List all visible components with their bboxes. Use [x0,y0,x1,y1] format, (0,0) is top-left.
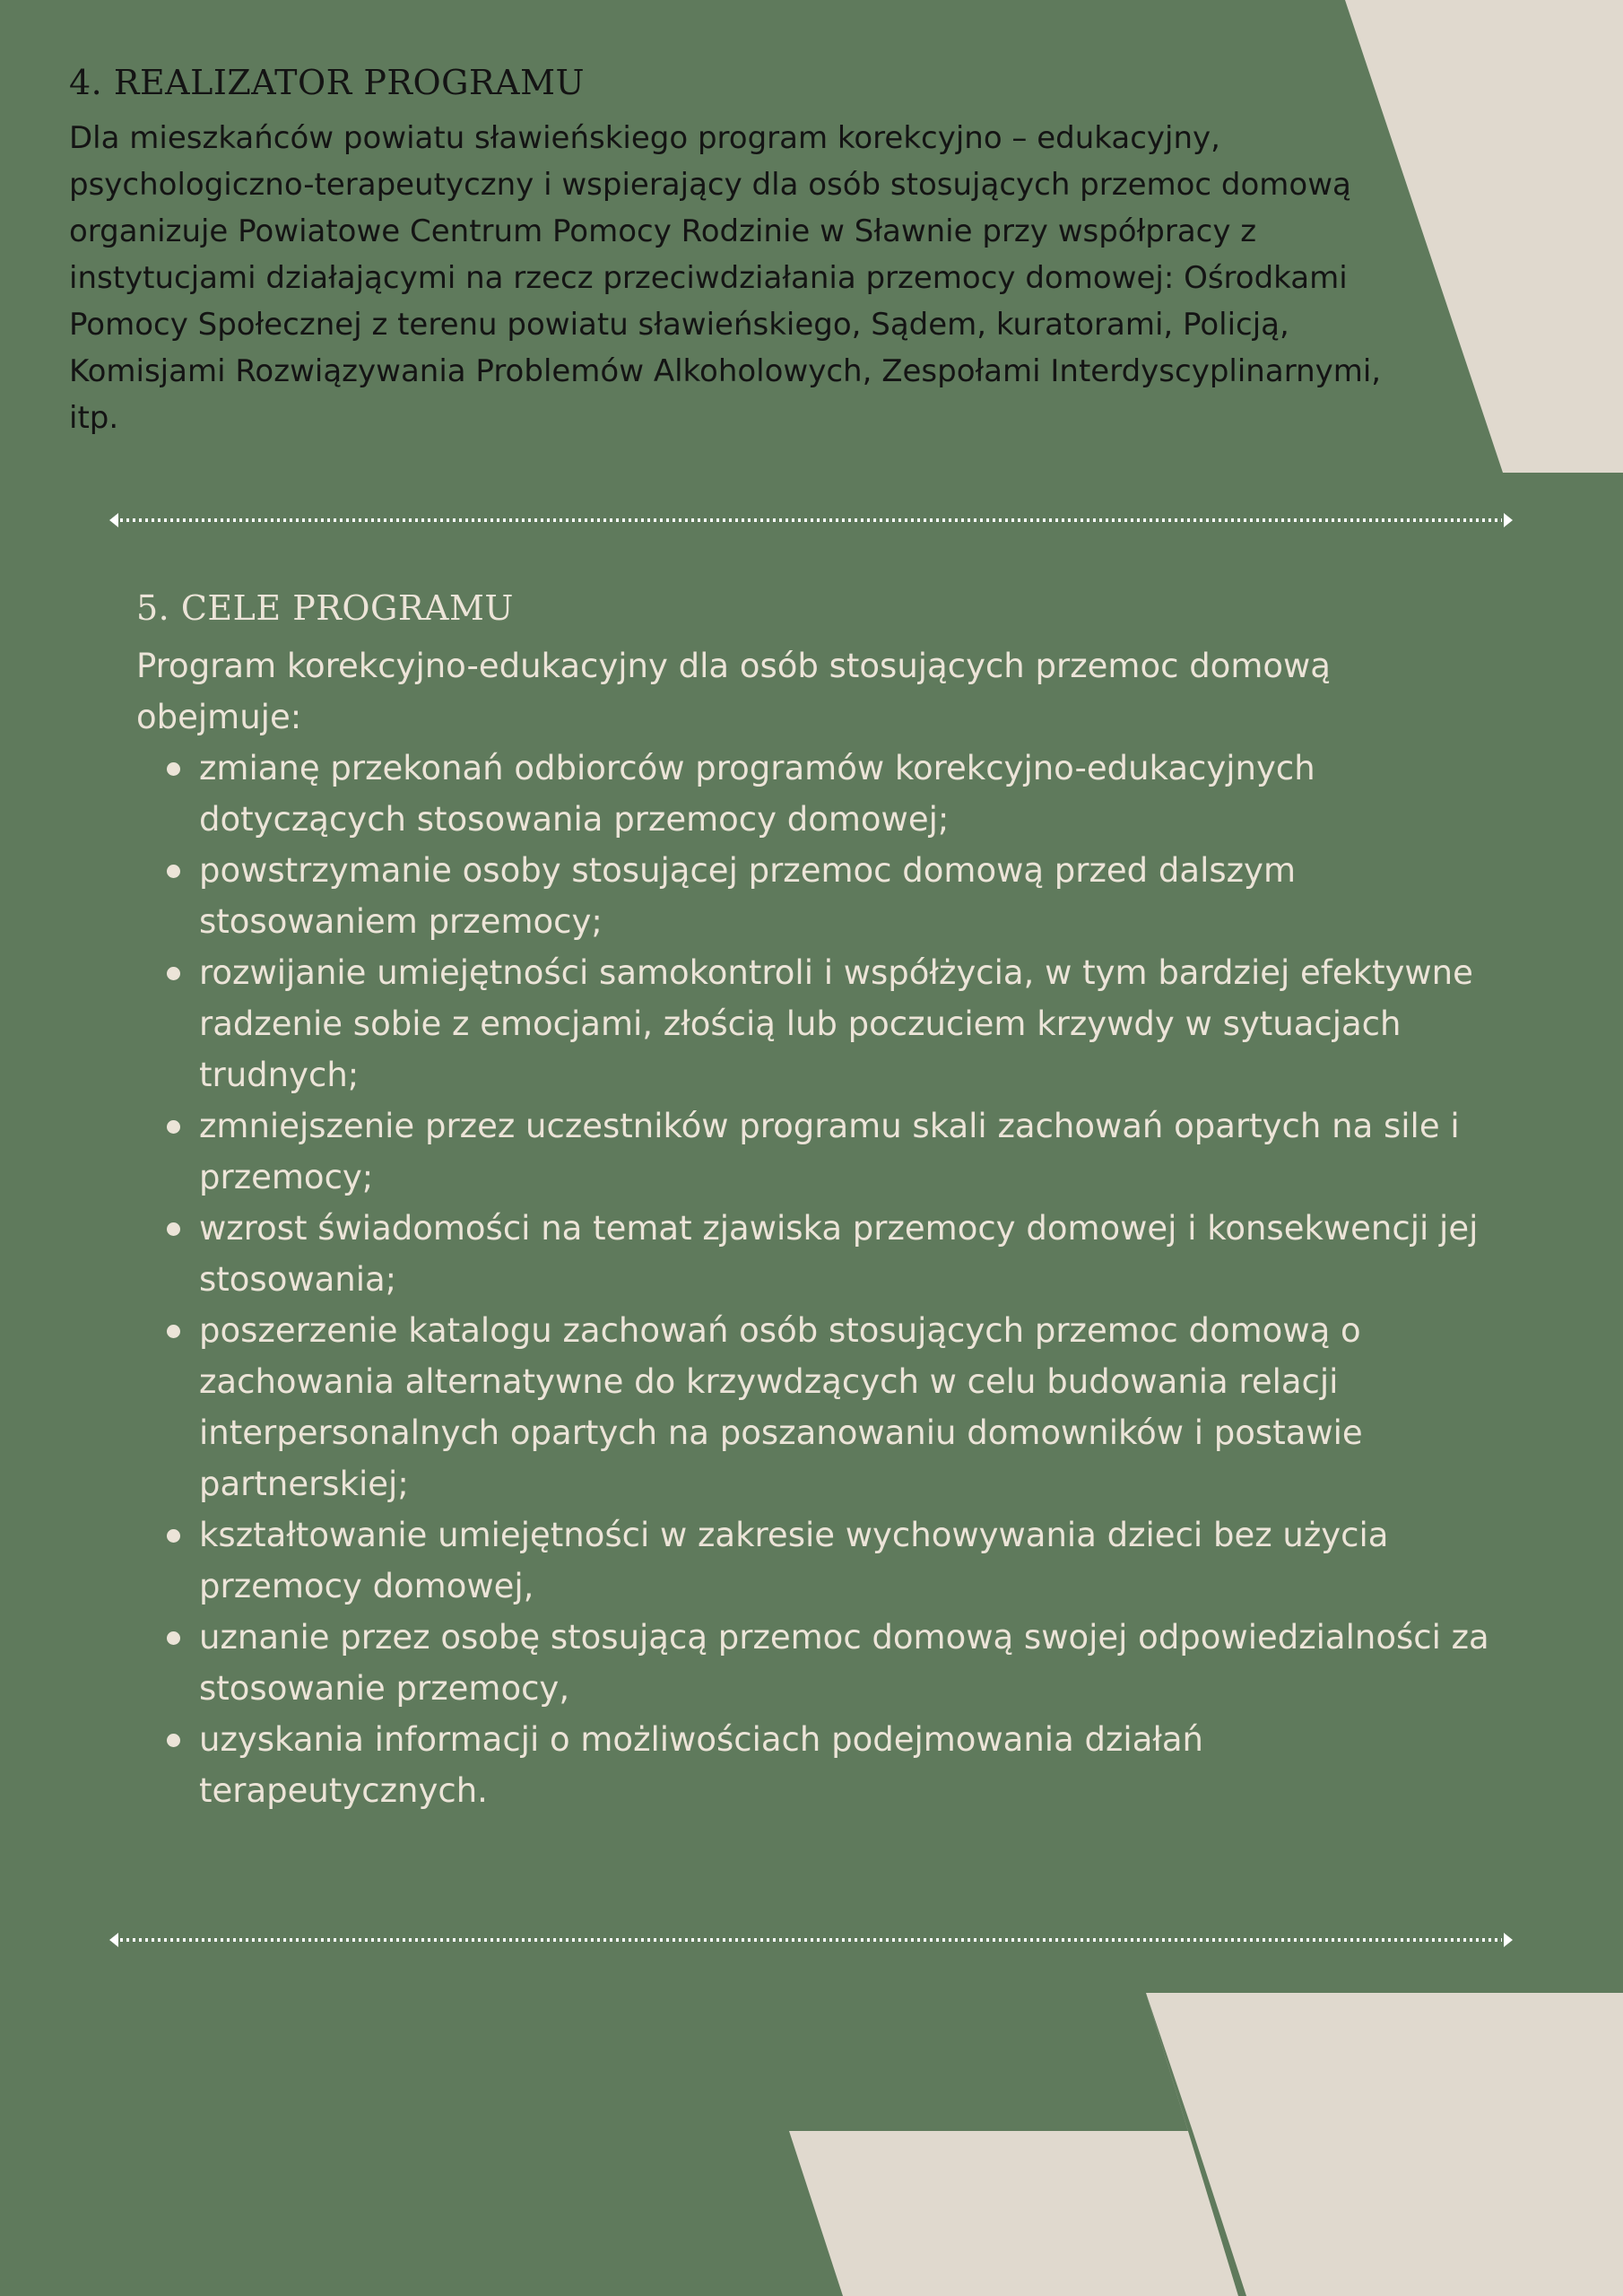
bullet-icon [167,1734,180,1747]
list-item [199,1714,1499,1816]
list-item [199,1612,1499,1714]
divider-bottom [109,1931,1513,1949]
bullet-icon [167,762,180,776]
list-item-text: wzrost świadomości na temat zjawiska przemocy domowej i konsekwencji jej stosowania; [199,1209,1479,1299]
bullet-icon [167,1631,180,1645]
bullet-icon [167,1529,180,1543]
list-item-text: poszerzenie katalogu zachowań osób stosujących przemoc domową o zachowania alternatywne do krzywdzących w celu budowania relacji interpersonalnych opartych na poszanowaniu domowników i postawie partnerskiej; [199,1311,1363,1503]
list-item [199,947,1499,1100]
list-item [199,743,1499,845]
bullet-icon [167,1222,180,1236]
bullet-icon [167,967,180,980]
section-cele [136,587,1499,1816]
section-5-intro: Program korekcyjno-edukacyjny dla osób stosujących przemoc domową obejmuje: [136,647,1331,736]
list-item-text: zmniejszenie przez uczestników programu skali zachowań opartych na sile i przemocy; [199,1107,1460,1196]
list-item [199,1203,1499,1305]
list-item [199,1509,1499,1612]
section-realizator [69,61,1414,441]
bottom-center-parallelogram [789,2131,1246,2296]
list-item-text: powstrzymanie osoby stosującej przemoc domową przed dalszym stosowaniem przemocy; [199,851,1296,941]
list-item [199,1305,1499,1509]
goals-list [136,743,1499,1816]
list-item [199,1100,1499,1203]
section-4-paragraph: Dla mieszkańców powiatu sławieńskiego program korekcyjno – edukacyjny, psychologiczno-terapeutyczny i wspierający dla osób stosujących przemoc domową organizuje Powiatowe Centrum Pomocy Rodzinie w Sławnie przy współpracy z instytucjami działającymi na rzecz przeciwdziałania przemocy domowej: Ośrodkami Pomocy Społecznej z terenu powiatu sławieńskiego, Sądem, kuratorami, Policją, Komisjami Rozwiązywania Problemów Alkoholowych, Zespołami Interdyscyplinarnymi, itp. [69,120,1382,436]
list-item-text: rozwijanie umiejętności samokontroli i współżycia, w tym bardziej efektywne radzenie sobie z emocjami, złością lub poczuciem krzywdy w sytuacjach trudnych; [199,953,1473,1094]
bullet-icon [167,1325,180,1338]
bullet-icon [167,1120,180,1134]
section-4-heading: 4. REALIZATOR PROGRAMU [69,63,586,102]
divider-top [109,511,1513,529]
list-item-text: kształtowanie umiejętności w zakresie wychowywania dzieci bez użycia przemocy domowej, [199,1516,1389,1605]
section-5-heading: 5. CELE PROGRAMU [136,588,514,628]
list-item-text: zmianę przekonań odbiorców programów korekcyjno-edukacyjnych dotyczących stosowania przemocy domowej; [199,749,1315,839]
bullet-icon [167,865,180,878]
list-item-text: uzyskania informacji o możliwościach podejmowania działań terapeutycznych. [199,1720,1204,1810]
list-item [199,845,1499,947]
list-item-text: uznanie przez osobę stosującą przemoc domową swojej odpowiedzialności za stosowanie przemocy, [199,1618,1489,1708]
